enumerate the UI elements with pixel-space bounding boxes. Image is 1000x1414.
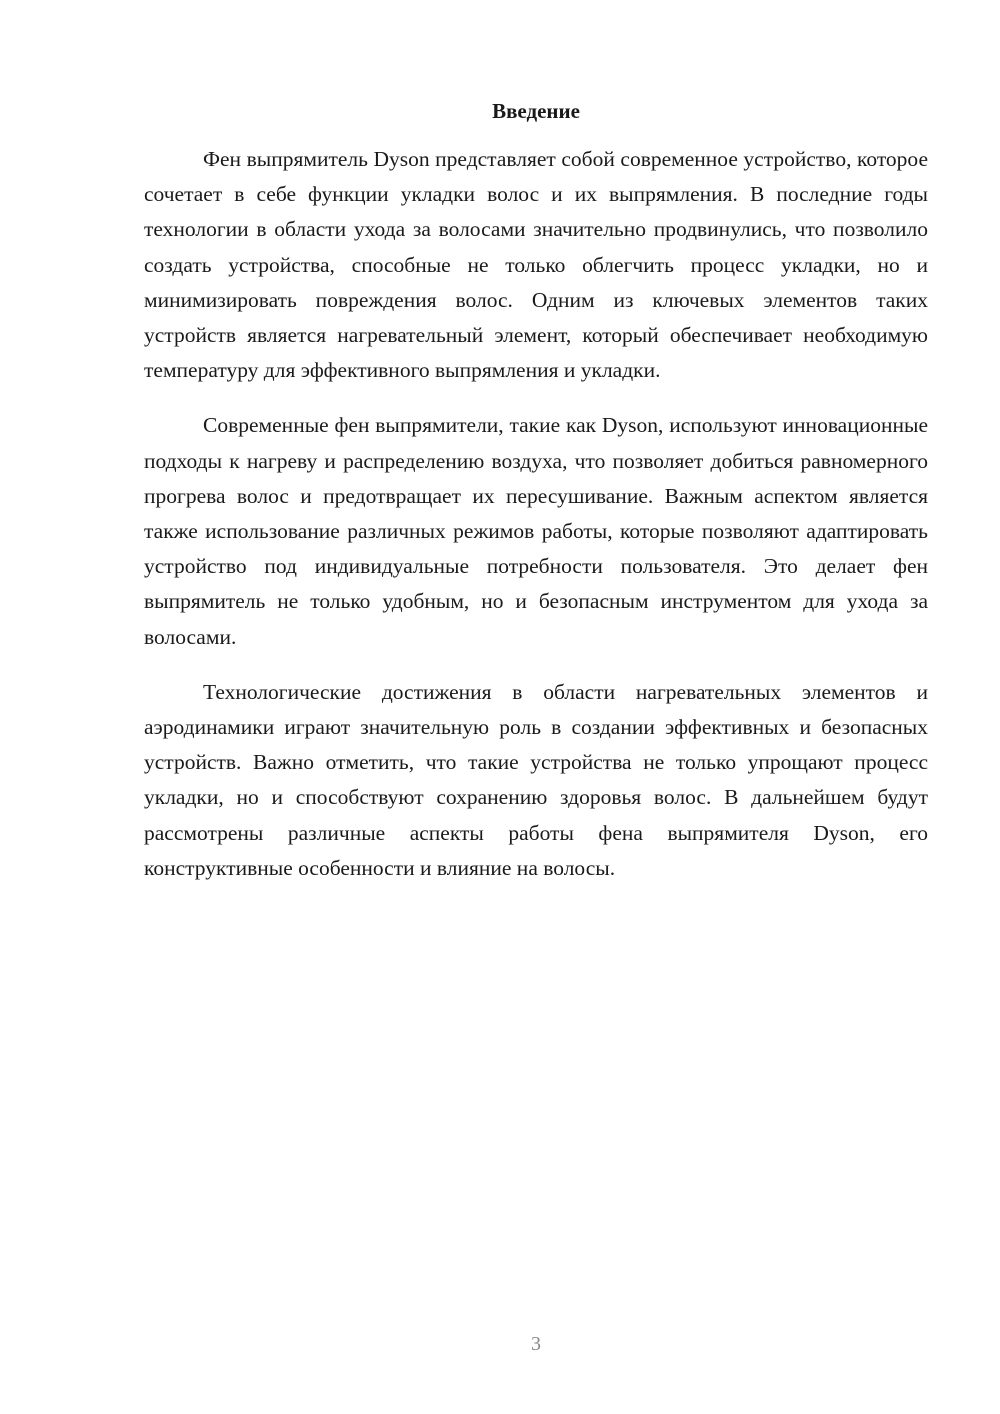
- body-text: [144, 142, 928, 906]
- paragraph-2: Современные фен выпрямители, такие как Dyson, используют инновационные подходы к нагреву и распределению воздуха, что позволяет добиться равномерного прогрева волос и предотвращает их пересушивание. Важным аспектом является также использование различных режимов работы, которые позволяют адаптировать устройство под индивидуальные потребности пользователя. Это делает фен выпрямитель не только удобным, но и безопасным инструментом для ухода за волосами.: [144, 413, 928, 649]
- page-title: Введение: [492, 99, 580, 123]
- page-number: 3: [531, 1333, 541, 1355]
- paragraph-1: Фен выпрямитель Dyson представляет собой современное устройство, которое сочетает в себе функции укладки волос и их выпрямления. В последние годы технологии в области ухода за волосами значительно продвинулись, что позволило создать устройства, способные не только облегчить процесс укладки, но и минимизировать повреждения волос. Одним из ключевых элементов таких устройств является нагревательный элемент, который обеспечивает необходимую температуру для эффективного выпрямления и укладки.: [144, 147, 928, 383]
- paragraph-3: Технологические достижения в области нагревательных элементов и аэродинамики играют значительную роль в создании эффективных и безопасных устройств. Важно отметить, что такие устройства не только упрощают процесс укладки, но и способствуют сохранению здоровья волос. В дальнейшем будут рассмотрены различные аспекты работы фена выпрямителя Dyson, его конструктивные особенности и влияние на волосы.: [144, 679, 928, 880]
